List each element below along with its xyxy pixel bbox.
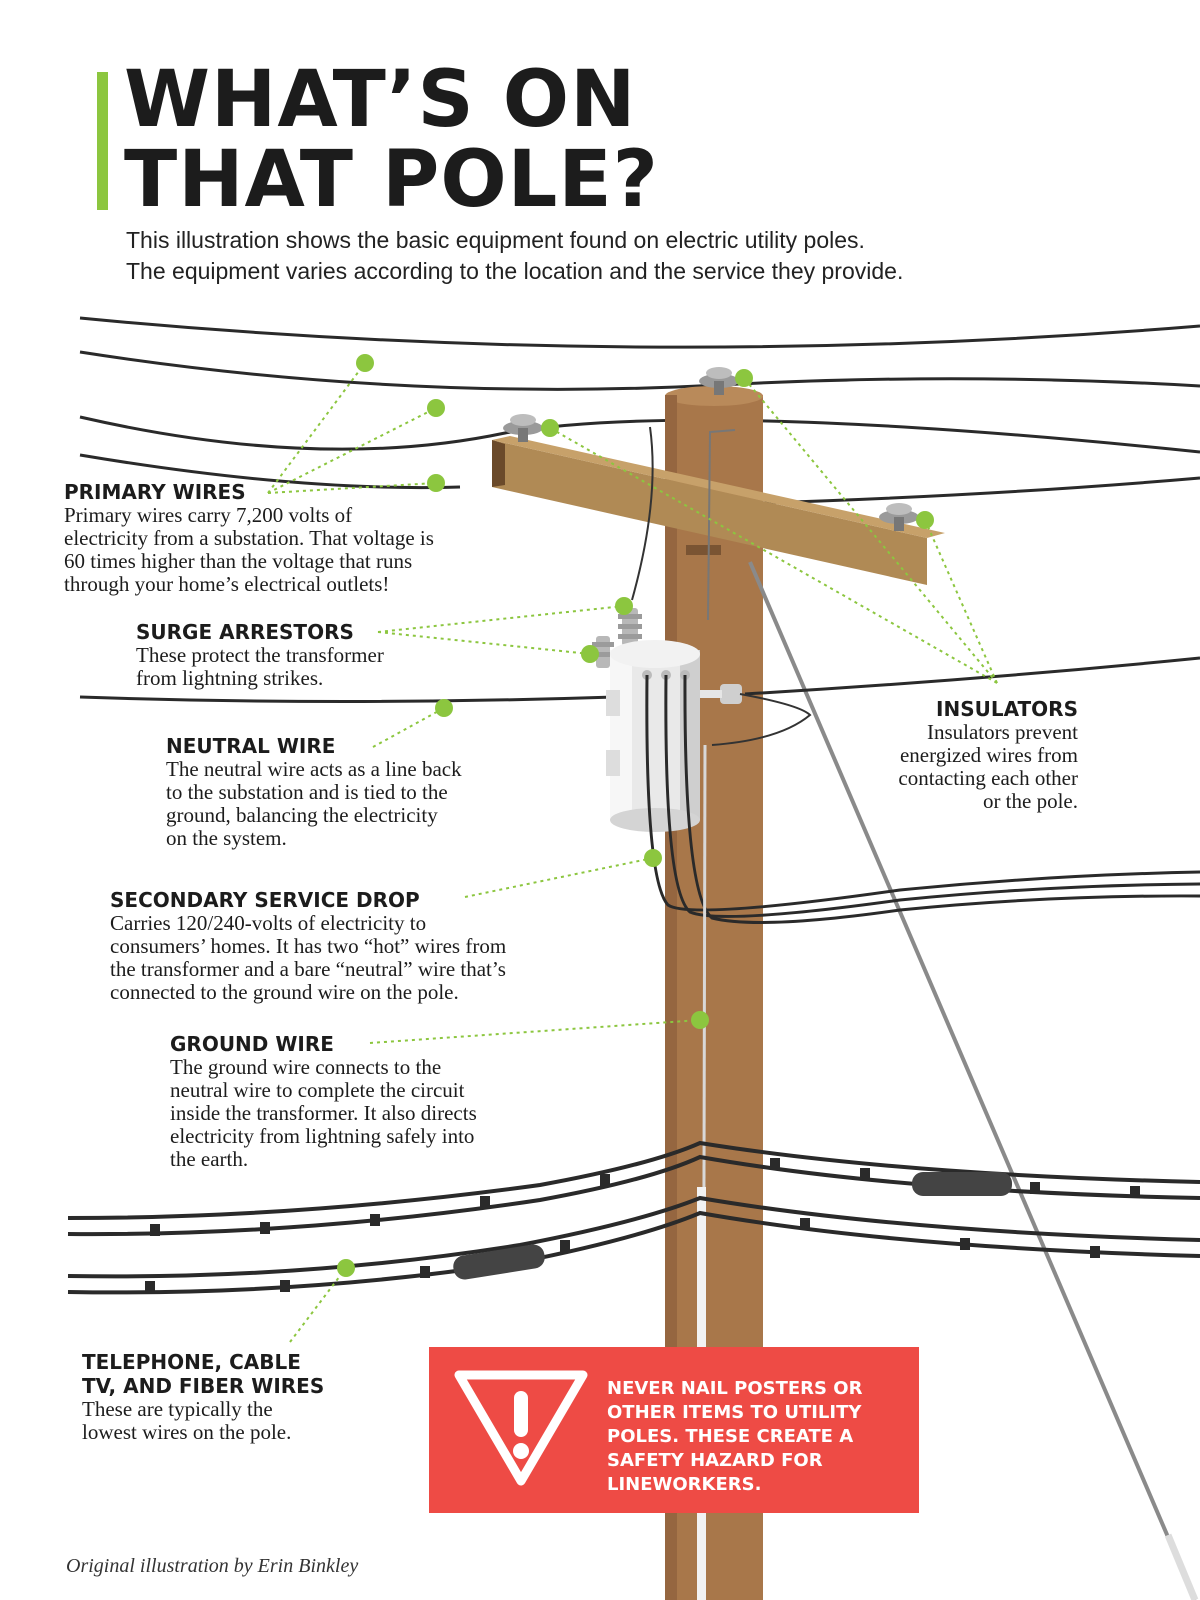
telephone-wires-line: These are typically the — [82, 1397, 273, 1421]
ground-wire-line: the earth. — [170, 1147, 249, 1171]
label-surge-arrestors — [136, 620, 384, 690]
telephone-wires-heading-line: TV, AND FIBER WIRES — [82, 1374, 325, 1398]
label-neutral-wire — [166, 734, 462, 850]
surge-arrestors-heading: SURGE ARRESTORS — [136, 620, 354, 644]
primary-wire-top — [80, 318, 1200, 347]
ground-wire-line: neutral wire to complete the circuit — [170, 1078, 465, 1102]
primary-wires-line: 60 times higher than the voltage that runs — [64, 549, 413, 573]
neutral-wire — [80, 697, 615, 702]
primary-wires-line: through your home’s electrical outlets! — [64, 572, 390, 596]
neutral-wire-heading: NEUTRAL WIRE — [166, 734, 336, 758]
title-accent-bar — [97, 72, 108, 210]
page-title — [124, 55, 659, 225]
neutral-wire-line: The neutral wire acts as a line back — [166, 757, 462, 781]
primary-wire-2 — [80, 352, 1200, 389]
warning-line: SAFETY HAZARD FOR — [607, 1450, 823, 1471]
surge-arrestors-line: These protect the transformer — [136, 643, 384, 667]
insulators-text — [840, 721, 1078, 813]
label-secondary-service-drop — [110, 888, 506, 1004]
insulators-line: Insulators prevent — [926, 720, 1078, 744]
ground-wire-heading: GROUND WIRE — [170, 1032, 334, 1056]
warning-text — [607, 1377, 907, 1497]
telephone-wires-heading — [82, 1350, 324, 1398]
warning-line: LINEWORKERS. — [607, 1474, 762, 1495]
secondary-service-drop-line: the transformer and a bare “neutral” wire that’s — [110, 957, 506, 981]
subtitle-line-2: The equipment varies according to the location and the service they provide. — [126, 258, 904, 284]
illustration-credit: Original illustration by Erin Binkley — [66, 1555, 359, 1577]
insulators-line: contacting each other — [898, 766, 1078, 790]
neutral-wire-line: ground, balancing the electricity — [166, 803, 438, 827]
neutral-wire-line: on the system. — [166, 826, 287, 850]
warning-line: OTHER ITEMS TO UTILITY — [607, 1402, 862, 1423]
insulators-heading: INSULATORS — [936, 697, 1078, 721]
surge-arrestors-text — [136, 644, 384, 690]
label-insulators — [840, 697, 1078, 813]
telephone-wires-text — [82, 1398, 324, 1444]
label-primary-wires — [64, 480, 434, 596]
primary-wires-heading: PRIMARY WIRES — [64, 480, 246, 504]
title-line-2: THAT POLE? — [124, 135, 659, 225]
primary-wires-line: electricity from a substation. That voltage is — [64, 526, 434, 550]
surge-arrestors-line: from lightning strikes. — [136, 666, 324, 690]
label-telephone-cable-fiber-wires — [82, 1350, 324, 1444]
secondary-service-drop-line: Carries 120/240-volts of electricity to — [110, 911, 427, 935]
safety-warning-box — [429, 1347, 919, 1513]
insulators-line: or the pole. — [982, 789, 1078, 813]
warning-line: NEVER NAIL POSTERS OR — [607, 1378, 863, 1399]
warning-triangle-icon — [451, 1369, 591, 1487]
ground-wire-line: electricity from lightning safely into — [170, 1124, 475, 1148]
secondary-service-drop-heading: SECONDARY SERVICE DROP — [110, 888, 420, 912]
ground-wire-line: The ground wire connects to the — [170, 1055, 442, 1079]
telephone-wires-line: lowest wires on the pole. — [82, 1420, 292, 1444]
warning-line: POLES. THESE CREATE A — [607, 1426, 854, 1447]
primary-wire-3 — [80, 417, 1200, 452]
title-line-1: WHAT’S ON — [124, 55, 637, 145]
label-ground-wire — [170, 1032, 477, 1171]
secondary-service-drop-text — [110, 912, 506, 1004]
secondary-service-drop-line: consumers’ homes. It has two “hot” wires from — [110, 934, 507, 958]
telephone-wires-heading-line: TELEPHONE, CABLE — [82, 1350, 301, 1374]
insulators-line: energized wires from — [899, 743, 1078, 767]
primary-wires-text — [64, 504, 434, 596]
secondary-service-drop-line: connected to the ground wire on the pole. — [110, 980, 459, 1004]
cable-splice-1 — [912, 1172, 1012, 1196]
ground-wire-text — [170, 1056, 477, 1171]
subtitle — [126, 225, 1186, 287]
ground-wire-line: inside the transformer. It also directs — [170, 1101, 477, 1125]
subtitle-line-1: This illustration shows the basic equipment found on electric utility poles. — [126, 227, 865, 253]
neutral-wire-line: to the substation and is tied to the — [166, 780, 448, 804]
primary-wires-line: Primary wires carry 7,200 volts of — [64, 503, 353, 527]
neutral-wire-text — [166, 758, 462, 850]
